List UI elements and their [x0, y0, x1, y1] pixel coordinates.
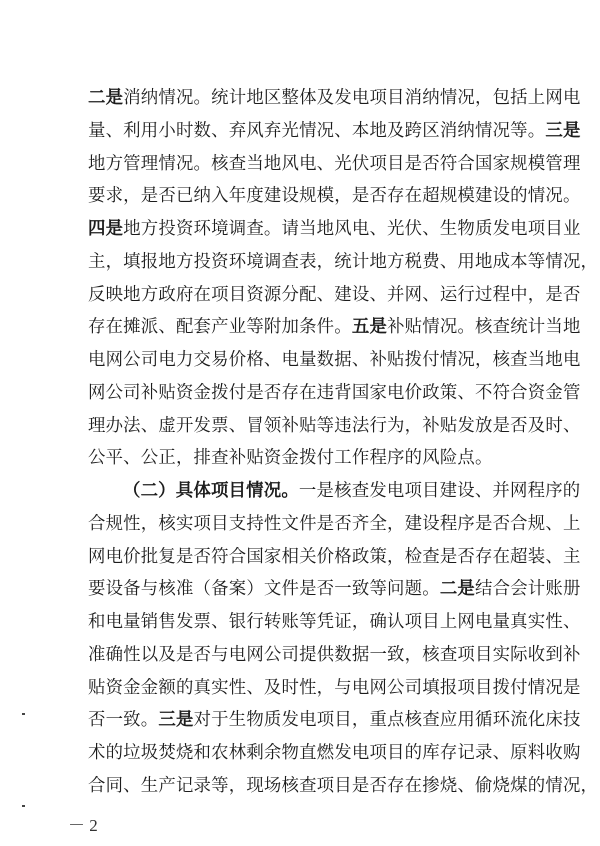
- text-line-11: [88, 415, 581, 437]
- line-text: 理办法、虚开发票、冒领补贴等违法行为，补贴发放是否及时、: [88, 415, 581, 436]
- text-line-1: [88, 88, 581, 109]
- line-text: 反映地方政府在项目资源分配、建设、并网、运行过程中，是否: [88, 284, 581, 305]
- line-text: 地方管理情况。核查当地风电、光伏项目是否符合国家规模管理: [88, 153, 581, 174]
- bold-lead: 二是: [88, 88, 124, 108]
- bold-lead: 二是: [439, 579, 476, 600]
- line-text: 量、利用小时数、弃风弃光情况、本地及跨区消纳情况等。: [88, 120, 546, 141]
- line-text: 术的垃圾焚烧和农林剩余物直燃发电项目的库存记录、原料收购: [88, 743, 581, 764]
- section-heading: （二）具体项目情况。: [123, 481, 299, 502]
- text-line-5: [88, 219, 581, 240]
- line-text: 存在摊派、配套产业等附加条件。: [88, 317, 352, 338]
- line-text: 一是核查发电项目建设、并网程序的: [298, 481, 581, 502]
- text-line-9: [88, 350, 581, 371]
- text-line-18: [88, 644, 581, 666]
- line-text: 贴资金金额的真实性、及时性，与电网公司填报项目拨付情况是: [88, 677, 581, 698]
- line-text: 合规性，核实项目支持性文件是否齐全，建设程序是否合规、上: [88, 513, 581, 534]
- line-text: 电网公司电力交易价格、电量数据、补贴拨付情况，核查当地电: [88, 350, 581, 371]
- text-line-16: [88, 579, 581, 600]
- line-text: 准确性以及是否与电网公司提供数据一致，核查项目实际收到补: [88, 644, 581, 665]
- page-number: － 2: [68, 816, 98, 835]
- text-line-22: [88, 776, 599, 797]
- line-text: 要求，是否已纳入年度建设规模，是否存在超规模建设的情况。: [88, 186, 581, 207]
- bold-lead: 三是: [545, 120, 581, 141]
- text-line-19: [88, 677, 581, 699]
- line-text: 否一致。: [88, 710, 159, 731]
- text-line-14: [88, 513, 581, 535]
- binding-mark: [22, 805, 25, 807]
- line-text: 和电量销售发票、银行转账等凭证，确认项目上网电量真实性、: [88, 612, 581, 633]
- text-line-2: [88, 120, 581, 142]
- text-line-8: [88, 317, 581, 338]
- line-text: 地方投资环境调查。请当地风电、光伏、生物质发电项目业: [123, 219, 581, 240]
- text-line-12: [88, 448, 528, 469]
- text-line-10: [88, 382, 581, 404]
- line-text: 网公司补贴资金拨付是否存在违背国家电价政策、不符合资金管: [88, 382, 581, 403]
- line-text: 对于生物质发电项目，重点核查应用循环流化床技: [193, 710, 581, 731]
- line-text: 网电价批复是否符合国家相关价格政策，检查是否存在超装、主: [88, 546, 581, 567]
- line-text: 要设备与核准（备案）文件是否一致等问题。: [88, 579, 440, 600]
- text-line-6: [88, 251, 599, 273]
- line-text: 主，填报地方投资环境调查表，统计地方税费、用地成本等情况，: [88, 251, 599, 272]
- text-line-3: [88, 153, 581, 175]
- text-line-15: [88, 546, 581, 568]
- line-text: 公平、公正，排查补贴资金拨付工作程序的风险点。: [88, 448, 493, 469]
- bold-lead: 四是: [88, 219, 124, 240]
- line-text: 合同、生产记录等，现场核查项目是否存在掺烧、偷烧煤的情况，: [88, 776, 599, 796]
- text-line-13: [123, 481, 581, 502]
- text-line-21: [88, 743, 581, 764]
- line-text: 结合会计账册: [475, 579, 581, 600]
- text-line-20: [88, 710, 581, 731]
- text-line-7: [88, 284, 581, 306]
- bold-lead: 三是: [158, 710, 194, 731]
- text-line-4: [88, 186, 581, 207]
- line-text: 补贴情况。核查统计当地: [387, 317, 581, 338]
- line-text: 消纳情况。统计地区整体及发电项目消纳情况，包括上网电: [123, 88, 581, 108]
- text-line-17: [88, 612, 581, 633]
- binding-mark: [22, 713, 25, 715]
- bold-lead: 五是: [351, 317, 388, 338]
